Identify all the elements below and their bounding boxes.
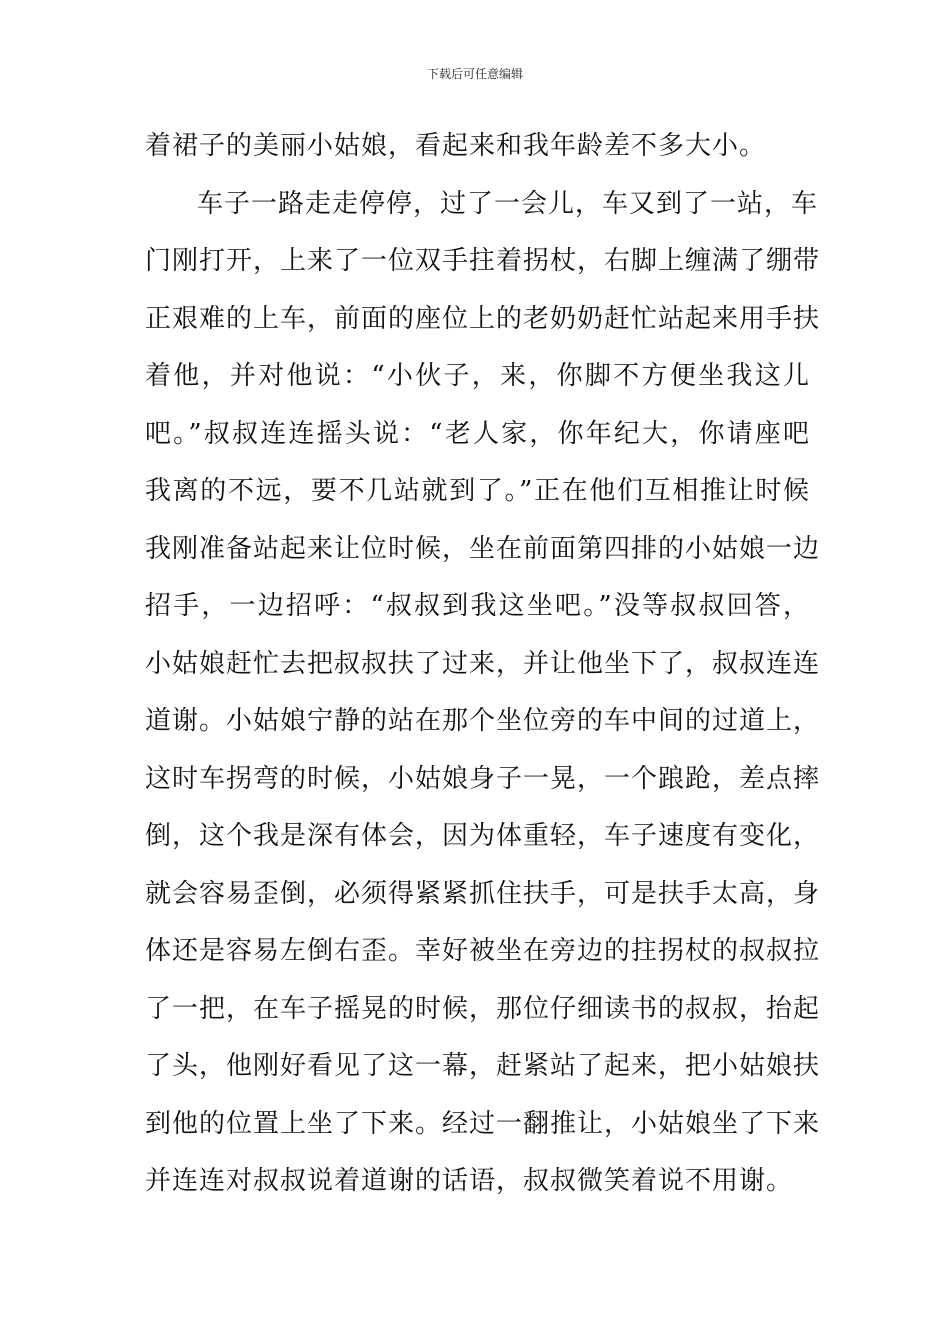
text-line-14: 就会容易歪倒，必须得紧紧抓住扶手，可是扶手太高，身	[145, 878, 821, 909]
text-line-11: 道谢。小姑娘宁静的站在那个坐位旁的车中间的过道上，	[145, 706, 821, 736]
text-line-16: 了一把，在车子摇晃的时候，那位仔细读书的叔叔，抬起	[145, 993, 821, 1024]
page-header: 下载后可任意编辑	[426, 67, 523, 81]
text-line-17: 了头，他刚好看见了这一幕，赶紧站了起来，把小姑娘扶	[145, 1051, 821, 1081]
document-body	[145, 118, 821, 1211]
text-line-10: 小姑娘赶忙去把叔叔扶了过来，并让他坐下了，叔叔连连	[145, 648, 821, 679]
text-line-8: 我刚准备站起来让位时候，坐在前面第四排的小姑娘一边	[145, 533, 821, 564]
text-line-19: 并连连对叔叔说着道谢的话语，叔叔微笑着说不用谢。	[145, 1166, 794, 1196]
text-line-9: 招手，一边招呼：“叔叔到我这坐吧。”没等叔叔回答，	[145, 591, 810, 621]
text-line-6: 吧。”叔叔连连摇头说：“老人家，你年纪大，你请座吧	[145, 418, 810, 449]
text-line-1: 着裙子的美丽小姑娘，看起来和我年龄差不多大小。	[145, 131, 767, 161]
text-line-7: 我离的不远，要不几站就到了。”正在他们互相推让时候	[145, 476, 810, 506]
text-line-15: 体还是容易左倒右歪。幸好被坐在旁边的拄拐杖的叔叔拉	[145, 936, 821, 966]
text-line-5: 着他，并对他说：“小伙子，来，你脚不方便坐我这儿	[145, 361, 810, 391]
text-line-12: 这时车拐弯的时候，小姑娘身子一晃，一个踉跄，差点摔	[145, 763, 821, 794]
text-line-13: 倒，这个我是深有体会，因为体重轻，车子速度有变化，	[145, 821, 821, 851]
text-line-4: 正艰难的上车，前面的座位上的老奶奶赶忙站起来用手扶	[145, 303, 821, 334]
text-line-18: 到他的位置上坐了下来。经过一翻推让，小姑娘坐了下来	[145, 1108, 821, 1139]
text-line-2: 车子一路走走停停，过了一会儿，车又到了一站，车	[197, 188, 819, 219]
text-line-3: 门刚打开，上来了一位双手拄着拐杖，右脚上缠满了绷带	[145, 246, 821, 276]
